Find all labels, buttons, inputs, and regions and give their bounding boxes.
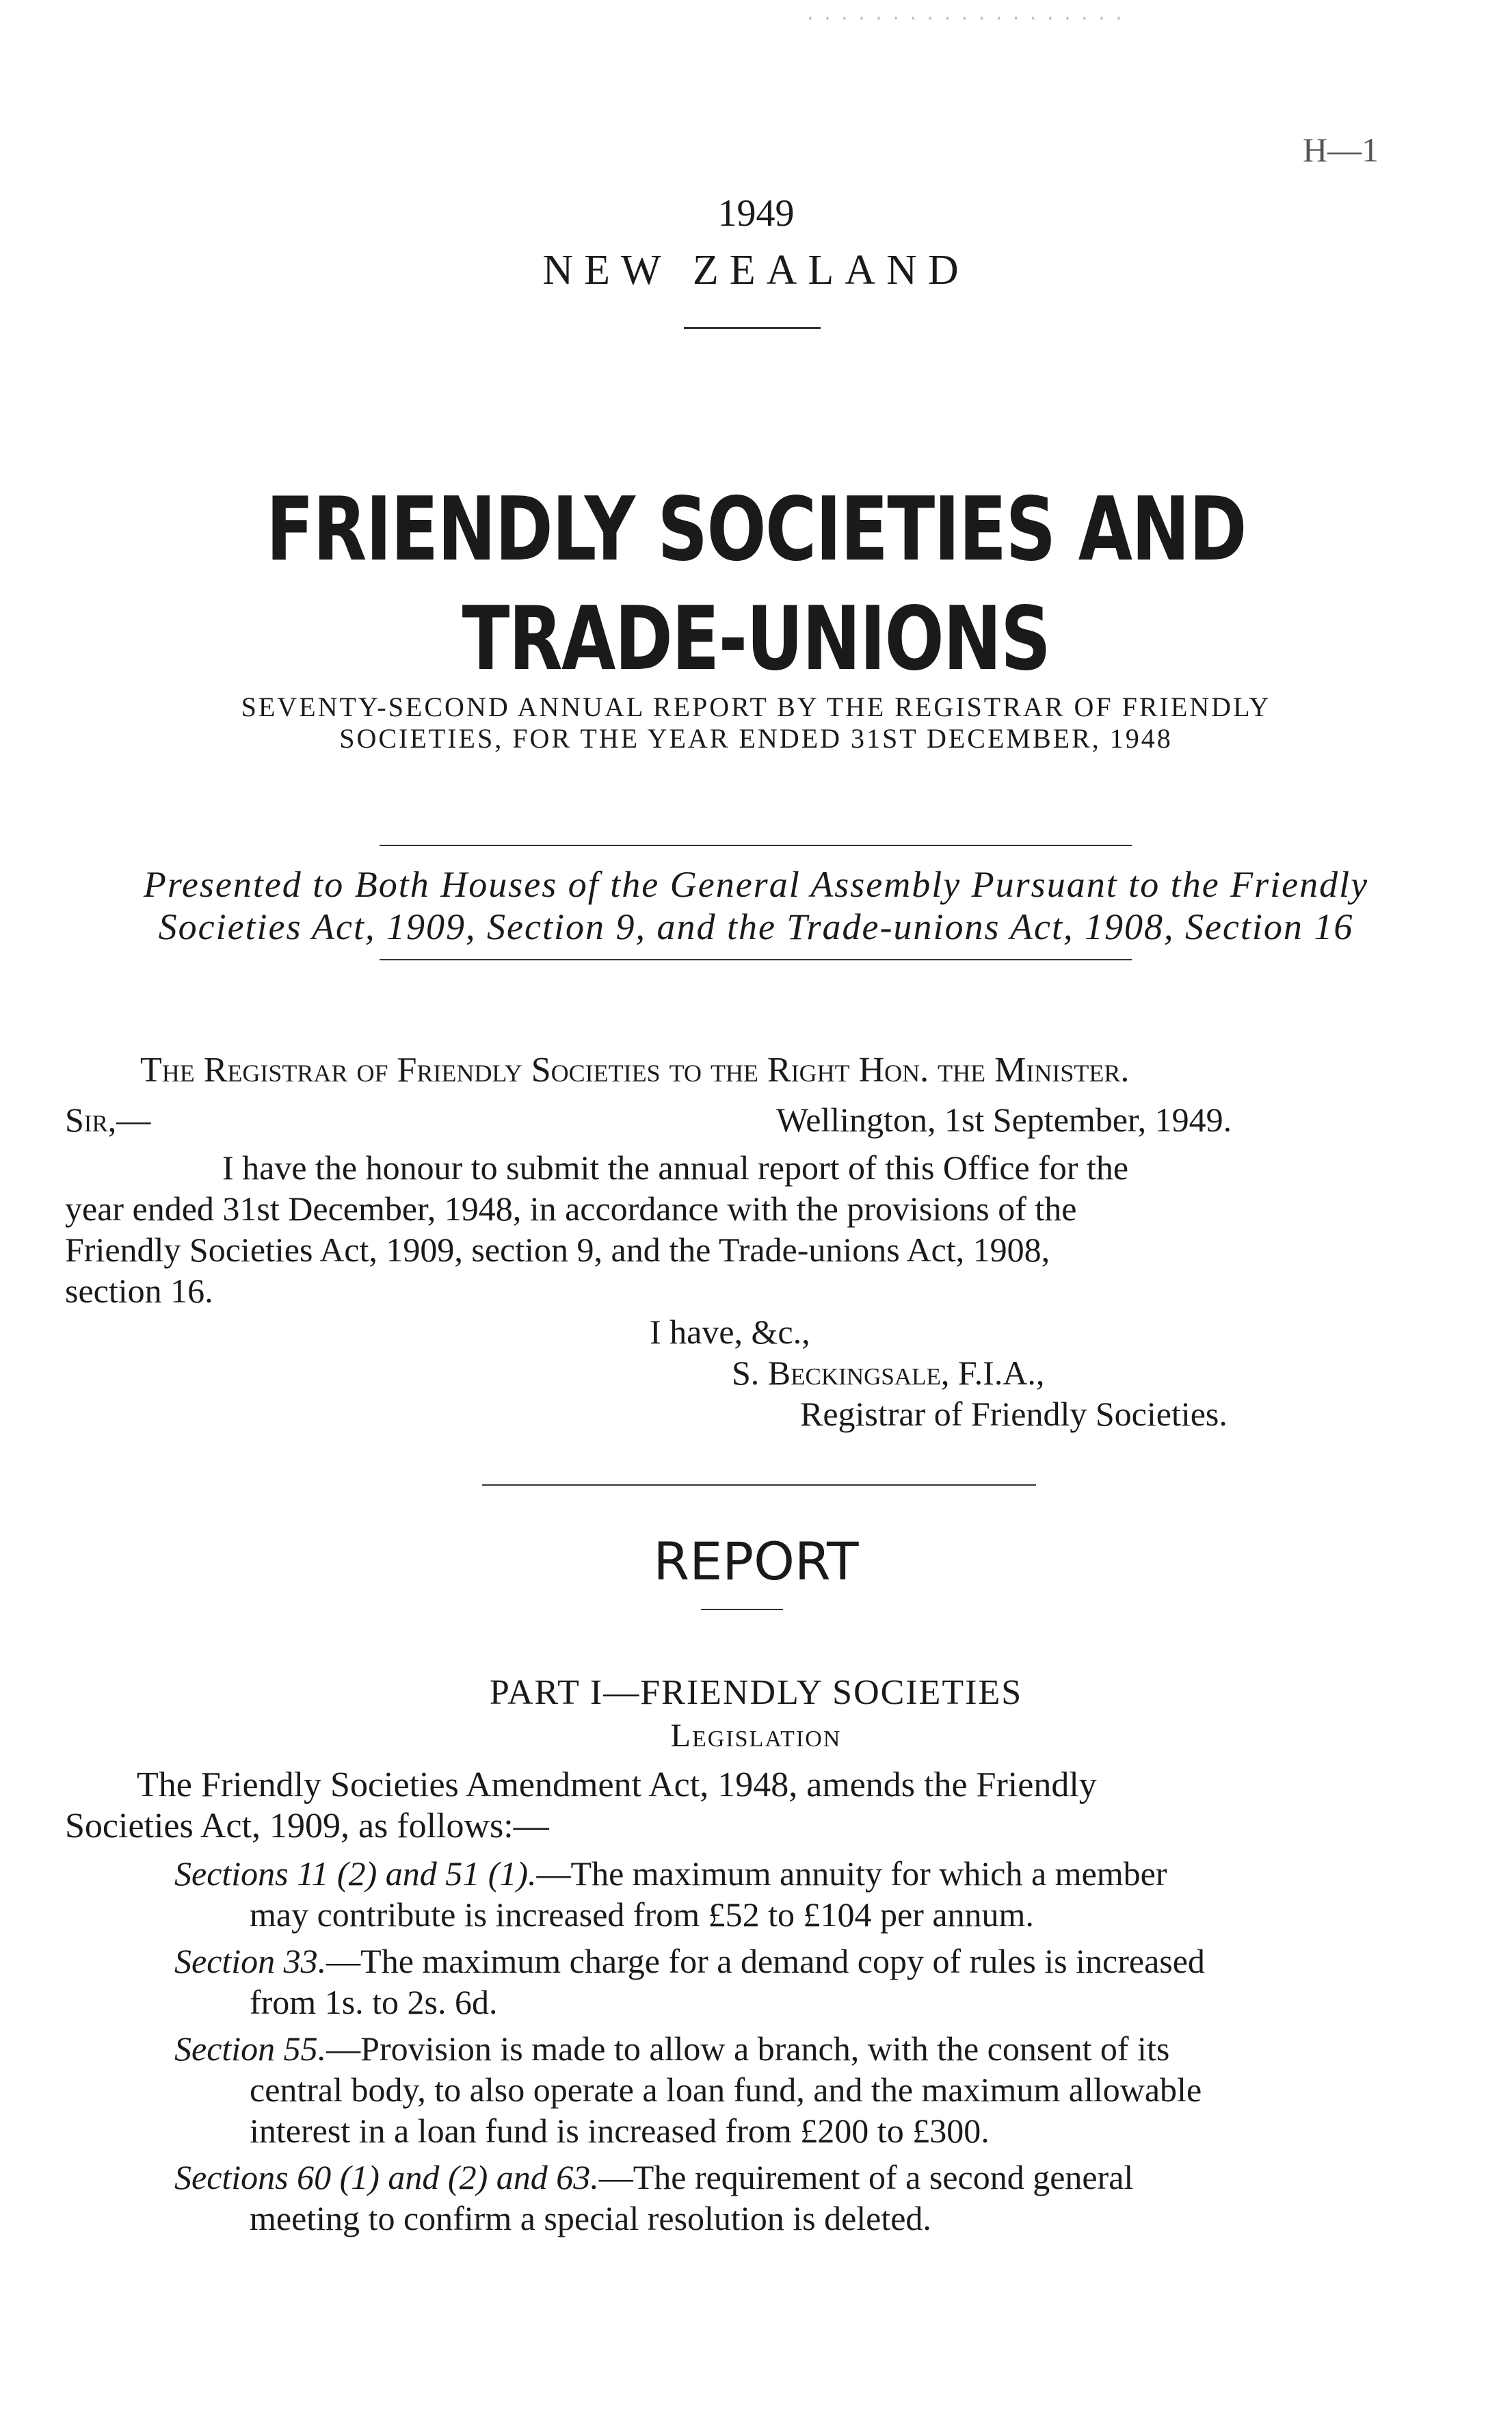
archive-stamp-mark: · · · · · · · · · · · · · · · · · · · <box>807 7 1124 31</box>
amendment-item <box>174 2157 1133 2197</box>
amendment-item <box>174 1854 1167 1893</box>
subtitle-line2: SOCIETIES, FOR THE YEAR ENDED 31ST DECEMBER, 1948 <box>339 723 1173 754</box>
part-heading: PART I—FRIENDLY SOCIETIES <box>489 1673 1023 1712</box>
amendment-text: —The maximum annuity for which a member <box>536 1854 1167 1893</box>
report-intro-line: The Friendly Societies Amendment Act, 1948, amends the Friendly <box>137 1765 1097 1804</box>
letter-body-line: section 16. <box>65 1272 213 1310</box>
divider <box>482 1484 1036 1486</box>
document-title-line2: TRADE-UNIONS <box>462 588 1050 690</box>
divider <box>701 1609 783 1610</box>
amendment-item <box>174 2029 1169 2068</box>
year: 1949 <box>717 192 795 235</box>
letter-signatory-title: Registrar of Friendly Societies. <box>800 1395 1228 1433</box>
amendment-item <box>174 1941 1205 1981</box>
letter-closing: I have, &c., <box>650 1313 810 1351</box>
amendment-text: from 1s. to 2s. 6d. <box>250 1983 498 2021</box>
amendment-ref: Sections 11 (2) and 51 (1). <box>174 1854 537 1893</box>
report-heading: REPORT <box>653 1531 859 1592</box>
divider <box>380 959 1132 960</box>
document-title-line1: FRIENDLY SOCIETIES AND <box>266 479 1246 581</box>
section-heading: Legislation <box>670 1718 842 1754</box>
presented-line1: Presented to Both Houses of the General Assembly Pursuant to the Friendly <box>143 864 1369 905</box>
amendment-ref: Section 33. <box>174 1942 327 1980</box>
letter-body-line: Friendly Societies Act, 1909, section 9, and the Trade-unions Act, 1908, <box>65 1231 1050 1269</box>
amendment-text: may contribute is increased from £52 to £104 per annum. <box>250 1895 1034 1934</box>
subtitle-line1: SEVENTY-SECOND ANNUAL REPORT BY THE REGISTRAR OF FRIENDLY <box>241 692 1271 722</box>
report-intro-line: Societies Act, 1909, as follows:— <box>65 1806 549 1845</box>
divider <box>380 845 1132 846</box>
amendment-text: meeting to confirm a special resolution is deleted. <box>250 2199 931 2237</box>
letter-body-line: year ended 31st December, 1948, in accordance with the provisions of the <box>65 1190 1077 1228</box>
amendment-text: central body, to also operate a loan fund, and the maximum allowable <box>250 2071 1202 2109</box>
letter-address: The Registrar of Friendly Societies to the Right Hon. the Minister. <box>140 1051 1130 1090</box>
amendment-text: —Provision is made to allow a branch, with the consent of its <box>326 2029 1170 2068</box>
amendment-ref: Sections 60 (1) and (2) and 63. <box>174 2158 599 2196</box>
page-code: H—1 <box>1303 131 1379 169</box>
country-heading: NEW ZEALAND <box>542 247 970 293</box>
amendment-text: —The maximum charge for a demand copy of rules is increased <box>326 1942 1205 1980</box>
amendment-text: interest in a loan fund is increased from £200 to £300. <box>250 2112 990 2150</box>
letter-place-date: Wellington, 1st September, 1949. <box>776 1101 1232 1139</box>
letter-body-line: I have the honour to submit the annual report of this Office for the <box>222 1148 1129 1187</box>
divider <box>684 327 821 329</box>
presented-line2: Societies Act, 1909, Section 9, and the Trade-unions Act, 1908, Section 16 <box>158 906 1354 947</box>
letter-salutation: Sir,— <box>65 1101 151 1139</box>
letter-signatory: S. Beckingsale, F.I.A., <box>732 1354 1045 1392</box>
amendment-ref: Section 55. <box>174 2029 327 2068</box>
amendment-text: —The requirement of a second general <box>598 2158 1134 2196</box>
